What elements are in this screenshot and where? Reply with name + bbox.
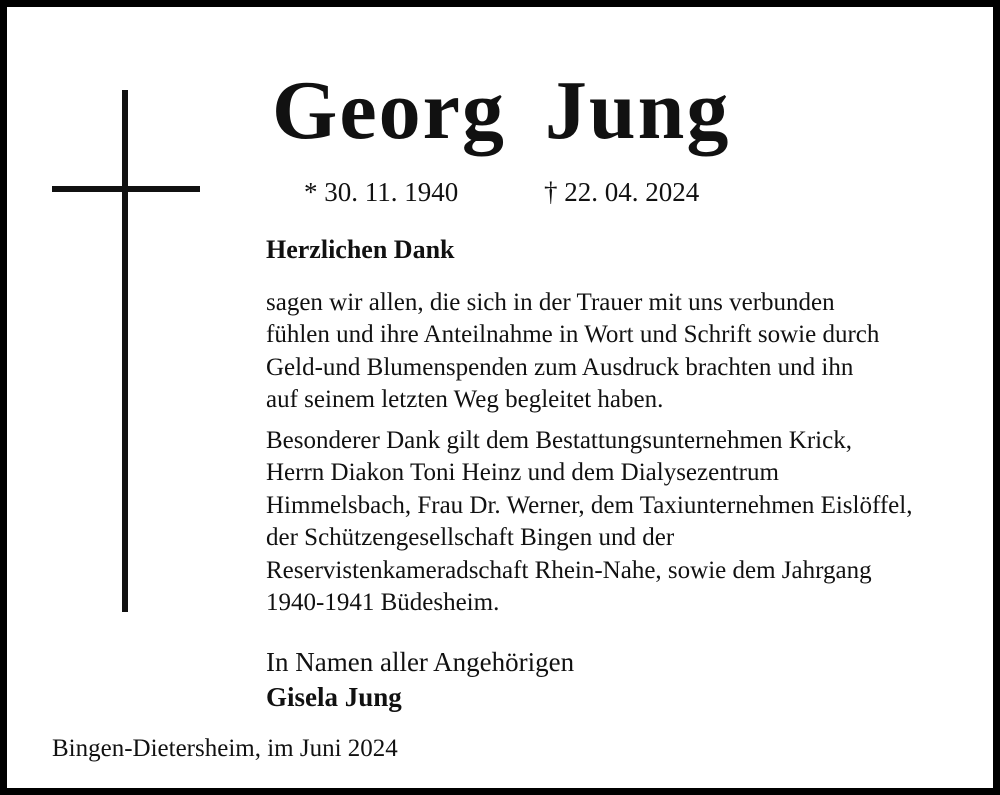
closing-line: In Namen aller Angehörigen [266, 647, 575, 677]
paragraph-line: Himmelsbach, Frau Dr. Werner, dem Taxiunternehmen Eislöffel, [266, 491, 913, 519]
thanks-paragraph [266, 287, 879, 417]
paragraph-line: Geld-und Blumenspenden zum Ausdruck brachten und ihn [266, 353, 854, 381]
deceased-name: Georg Jung [272, 64, 731, 157]
cross-horizontal-bar [52, 186, 200, 192]
birth-date: * 30. 11. 1940 [304, 177, 459, 207]
signer-name: Gisela Jung [266, 682, 402, 712]
cross-vertical-bar [122, 90, 128, 612]
special-thanks-paragraph [266, 425, 912, 619]
paragraph-line: Besonderer Dank gilt dem Bestattungsunternehmen Krick, [266, 427, 852, 454]
paragraph-line: der Schützengesellschaft Bingen und der [266, 524, 675, 552]
paragraph-line: Reservistenkameradschaft Rhein-Nahe, sowie dem Jahrgang [266, 556, 872, 584]
death-date: † 22. 04. 2024 [544, 177, 700, 207]
paragraph-line: 1940-1941 Büdesheim. [266, 589, 500, 617]
paragraph-line: fühlen und ihre Anteilnahme in Wort und Schrift sowie durch [266, 321, 880, 349]
paragraph-line: Herrn Diakon Toni Heinz und dem Dialysezentrum [266, 459, 779, 487]
paragraph-line: sagen wir allen, die sich in der Trauer mit uns verbunden [266, 289, 835, 316]
paragraph-line: auf seinem letzten Weg begleitet haben. [266, 386, 664, 414]
place-and-date: Bingen-Dietersheim, im Juni 2024 [52, 735, 398, 762]
thanks-heading: Herzlichen Dank [266, 235, 455, 264]
